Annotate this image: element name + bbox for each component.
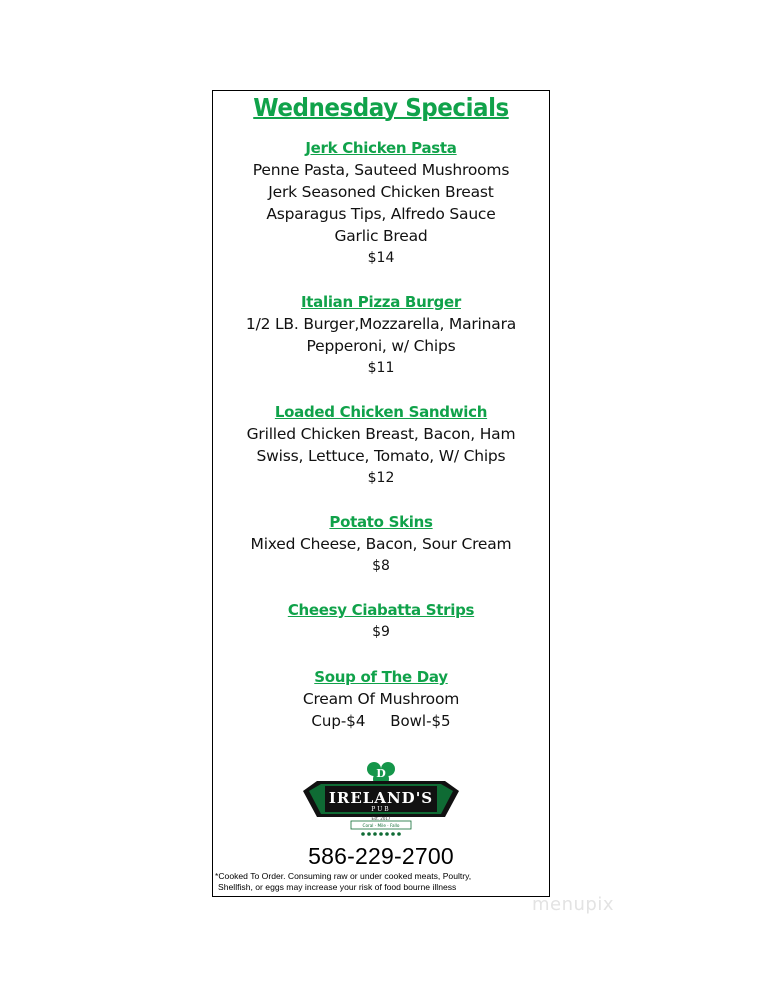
item-description-line: Swiss, Lettuce, Tomato, W/ Chips	[256, 447, 506, 465]
soup-prices	[213, 710, 549, 732]
bowl-price: Bowl-$5	[390, 712, 451, 730]
item-description-line: Pepperoni, w/ Chips	[306, 337, 456, 355]
item-price: $14	[367, 250, 395, 266]
small-shamrocks-icon	[361, 832, 401, 836]
logo-graphic	[303, 759, 459, 839]
item-description-line: Jerk Seasoned Chicken Breast	[268, 183, 494, 201]
menu-item-potato-skins	[213, 511, 549, 577]
menupix-watermark: menupix	[532, 894, 615, 915]
menu-item-cheesy-ciabatta-strips	[213, 599, 549, 643]
logo-est: Est. 2017	[371, 816, 391, 821]
disclaimer-line: Shellfish, or eggs may increase your risk of food bourne illness	[218, 882, 457, 892]
menu-item-italian-pizza-burger	[213, 291, 549, 379]
item-description-line: Penne Pasta, Sauteed Mushrooms	[252, 161, 510, 179]
item-description-line: Grilled Chicken Breast, Bacon, Ham	[246, 425, 516, 443]
item-price: $11	[367, 360, 395, 376]
item-price: $8	[372, 558, 390, 574]
menu-card	[212, 90, 550, 897]
svg-text:D: D	[376, 767, 386, 780]
irelands-pub-logo	[303, 759, 459, 839]
item-name: Soup of The Day	[314, 668, 448, 686]
logo-name: IRELAND'S	[328, 789, 434, 807]
logo-sub: PUB	[371, 806, 391, 813]
menu-item-soup-of-the-day	[213, 666, 549, 732]
item-name: Cheesy Ciabatta Strips	[287, 601, 475, 619]
item-price: $12	[367, 470, 395, 486]
cup-price: Cup-$4	[311, 712, 366, 730]
food-safety-disclaimer	[215, 871, 545, 893]
item-price: $9	[372, 624, 390, 640]
menu-item-loaded-chicken-sandwich	[213, 401, 549, 489]
item-name: Italian Pizza Burger	[301, 293, 461, 311]
item-description-line: 1/2 LB. Burger,Mozzarella, Marinara	[245, 315, 517, 333]
menu-title: Wednesday Specials	[253, 93, 509, 122]
item-name: Loaded Chicken Sandwich	[274, 403, 488, 421]
menu-item-jerk-chicken-pasta	[213, 137, 549, 269]
disclaimer-line: *Cooked To Order. Consuming raw or under cooked meats, Poultry,	[215, 871, 472, 881]
item-description-line: Asparagus Tips, Alfredo Sauce	[266, 205, 496, 223]
item-description-line: Mixed Cheese, Bacon, Sour Cream	[250, 535, 512, 553]
item-name: Jerk Chicken Pasta	[305, 139, 457, 157]
item-description-line: Garlic Bread	[334, 227, 428, 245]
logo-location: Coral · Mile · Fallo	[362, 823, 400, 828]
item-name: Potato Skins	[329, 513, 433, 531]
item-description-line: Cream Of Mushroom	[302, 690, 460, 708]
phone-number: 586-229-2700	[308, 843, 454, 869]
